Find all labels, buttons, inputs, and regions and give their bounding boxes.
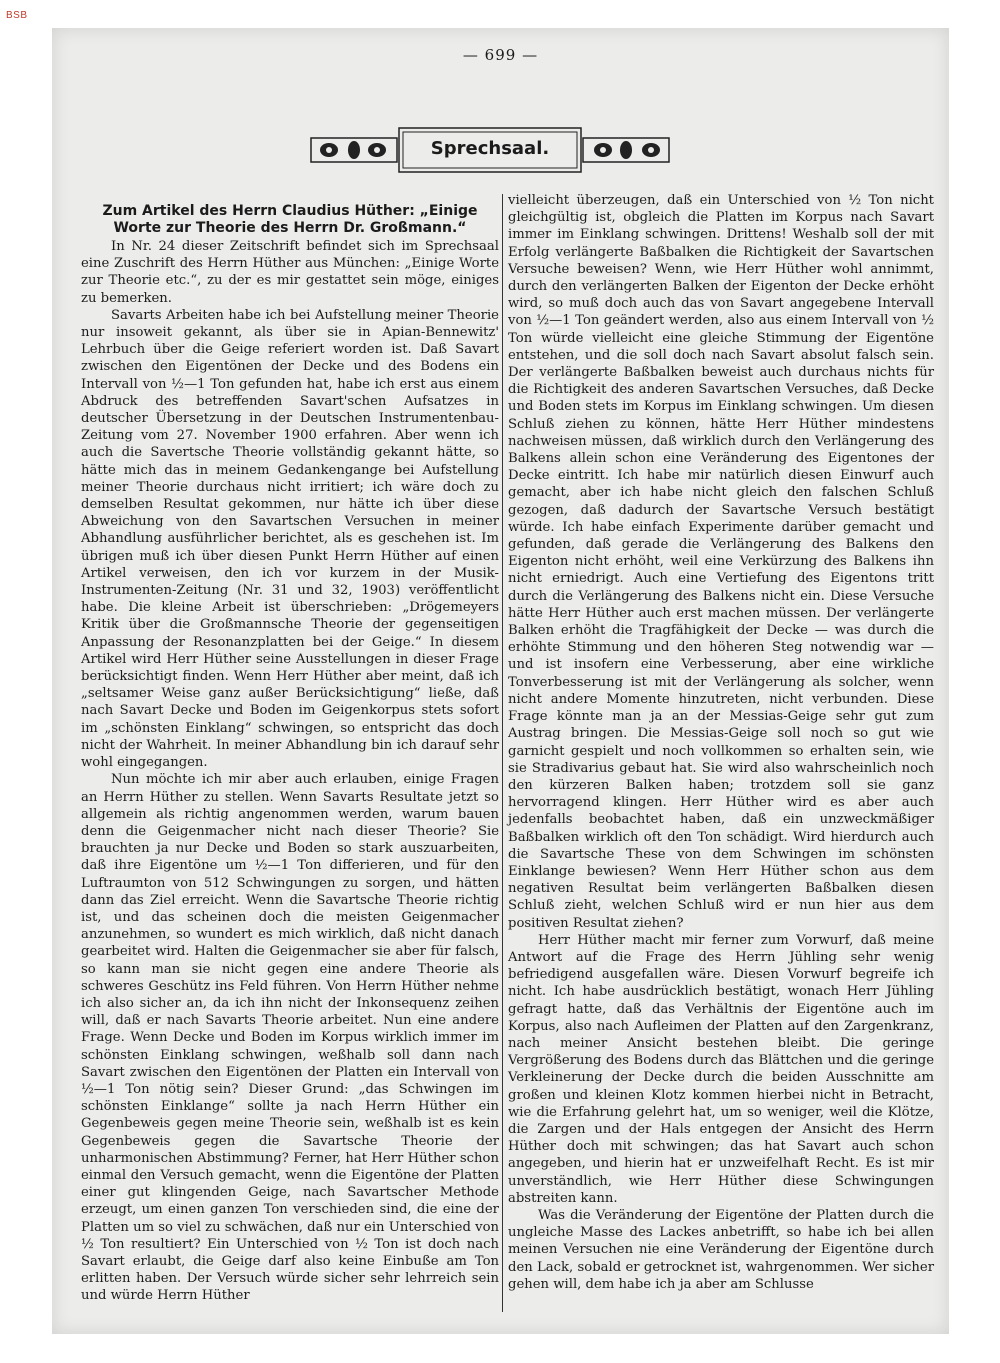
section-title: Sprechsaal. (430, 138, 550, 159)
paragraph: vielleicht überzeugen, daß ein Unterschied von ½ Ton nicht gleichgültig ist, obgleich die Platten im Korpus nach Savart immer im Einklang schwingen. Drittens! Weshalb soll der mit Erfolg verlängerte Baßbalken die Richtigkeit der Savartschen Versuche beweisen? Wenn, wie Herr Hüther wohl annimmt, durch den verlängerten Balken der Eigenton der Decke erhöht wird, so muß doch auch das von Savart angegebene Intervall von ½—1 Ton geändert werden, also aus einem Intervall von ½ Ton würde vielleicht eine gleiche Stimmung der Eigentöne entstehen, und die soll doch nach Savart absolut falsch sein. Der verlängerte Baßbalken beweist auch durchaus nichts für die Richtigkeit des anderen Savartschen Versuches, daß Decke und Boden stets im Korpus im Einklang schwingen. Um diesen Schluß ziehen zu können, hätte Herr Hüther mindestens nachweisen müssen, daß wirklich durch den Verlängerung des Balkens allein schon eine Veränderung des Eigentones der Decke eintritt. Ich habe mir natürlich diesen Einwurf auch gemacht, aber ich habe nicht gleich den falschen Schluß gezogen, daß dadurch der Savartsche Versuch bestätigt würde. Ich habe einfach Experimente darüber gemacht und gefunden, daß gerade die Verlängerung des Balkens den Eigenton nicht erhöht, weil eine Verkürzung des Balkens ihn nicht erniedrigt. Auch eine Vertiefung des Eigentons tritt durch die Verlängerung des Balkens nicht ein. Diese Versuche hätte Herr Hüther auch erst machen müssen. Der verlängerte Balken erhöht die Tragfähigkeit der Decke — was durch die erhöhte Stimmung und den höheren Steg notwendig war — und ist insofern eine Verbesserung, aber eine wirkliche Tonverbesserung ist mit der Verlängerung als solcher, wenn nicht andere Momente hinzutreten, nicht verbunden. Diese Frage könnte man ja an der Messias-Geige sehr gut zum Austrag bringen. Die Messias-Geige soll noch so gut wie garnicht gespielt und noch vollkommen so erhalten sein, wie sie Stradivarius gebaut hat. Sie wird also wahrscheinlich noch den kürzeren Balken haben; trotzdem soll sie ganz hervorragend klingen. Herr Hüther wird es aber auch jedenfalls beobachtet haben, daß ein unzweckmäßiger Baßbalken wirklich oft den Ton schädigt. Wird hierdurch auch die Savartsche These von dem Schwingen im schönsten Einklange bewiesen? Wenn Herr Hüther schon aus dem negativen Resultat beim verlängerten Baßbalken diesen Schluß zieht, welchen Schluß wird er nun hier aus dem positiven Resultat ziehen? (508, 193, 934, 931)
paragraph: Savarts Arbeiten habe ich bei Aufstellung meiner Theorie nur insoweit gekannt, als über sie in Apian-Bennewitz' Lehrbuch über die Geige referiert worden ist. Daß Savart zwischen den Eigentönen der Decke und des Bodens ein Intervall von ½—1 Ton gefunden hat, habe ich erst aus einem Abdruck des betreffenden Savart'schen Aufsatzes in deutscher Übersetzung in der Deutschen Instrumentenbau-Zeitung vom 27. November 1900 erfahren. Aber wenn ich auch die Savertsche Theorie vollständig gekannt hätte, so hätte mich das in meinem Gedankengange bei Aufstellung meiner Theorie durchaus nicht irritiert; ich wäre doch zu demselben Resultat gekommen, nur hätte ich über diese Abweichung von den Savartschen Versuchen in meiner Abhandlung ausführlicher berichtet, als es geschehen ist. Im übrigen muß ich über diesen Punkt Herrn Hüther auf einen Artikel verweisen, den ich vor kurzem in der Musik-Instrumenten-Zeitung (Nr. 31 und 32, 1903) veröffentlicht habe. Die kleine Arbeit ist überschrieben: „Drögemeyers Kritik über die Großmannsche Theorie der gegenseitigen Anpassung der Resonanzplatten bei der Geige.“ In diesem Artikel wird Herr Hüther seine Ausstellungen in dieser Frage berücksichtigt finden. Wenn Herr Hüther aber meint, daß ich „seltsamer Weise ganz außer Berücksichtigung“ ließe, daß nach Savart Decke und Boden im Geigenkorpus stets sofort im „schönsten Einklang“ schwingen, so entspricht das doch nicht der Wahrheit. In meiner Abhandlung bin ich darauf sehr wohl eingegangen. (81, 307, 499, 771)
left-column (81, 203, 499, 1305)
column-divider (502, 194, 503, 1312)
article-title: Zum Artikel des Herrn Claudius Hüther: „Einige Worte zur Theorie des Herrn Dr. Großmann.“ (102, 203, 478, 236)
document-page (52, 28, 949, 1334)
library-stamp: BSB (6, 10, 28, 21)
paragraph: Was die Veränderung der Eigentöne der Platten durch die ungleiche Masse des Lackes anbetrifft, so habe ich bei allen meinen Versuchen nie eine Veränderung der Eigentöne durch den Lack, sobald er getrocknet ist, wahrgenommen. Wer sicher gehen will, dem habe ich ja aber am Schlusse (508, 1207, 934, 1292)
paragraph: Herr Hüther macht mir ferner zum Vorwurf, daß meine Antwort auf die Frage des Herrn Jühling sehr wenig befriedigend ausgefallen wäre. Diesen Vorwurf begreife ich nicht. Ich habe ausdrücklich bestätigt, wonach Herr Jühling gefragt hatte, daß das Verhältnis der Eigentöne auch im Korpus, also nach Aufleimen der Platten auf den Zargenkranz, nach meiner Ansicht bestehen bleibt. Die geringe Vergrößerung des Bodens durch das Blättchen und die geringe Verkleinerung der Decke durch die beiden Ausschnitte am großen und kleinen Klotz kommen hierbei nicht in Betracht, wie die Erfahrung gelehrt hat, um so weniger, weil die Klötze, die Zargen und der Hals entgegen der Ansicht des Herrn Hüther doch mit schwingen; das hat Savart auch schon angegeben, und hierin hat er unzweifelhaft Recht. Es ist mir unverständlich, wie Herr Hüther diese Schwingungen abstreiten kann. (508, 932, 934, 1206)
paragraph: In Nr. 24 dieser Zeitschrift befindet sich im Sprechsaal eine Zuschrift des Herrn Hüther aus München: „Einige Worte zur Theorie etc.“, zu der es mir gestattet sein möge, einiges zu bemerken. (81, 239, 499, 306)
page-number: — 699 — (462, 46, 539, 64)
right-column (508, 192, 934, 1293)
section-banner (309, 126, 671, 174)
paragraph: Nun möchte ich mir aber auch erlauben, einige Fragen an Herrn Hüther zu stellen. Wenn Savarts Resultate jetzt so allgemein als richtig angenommen werden, warum bauen denn die Geigenmacher nicht nach dieser Theorie? Sie brauchten ja nur Decke und Boden so stark auszuarbeiten, daß ihre Eigentöne um ½—1 Ton differieren, und für den Luftraumton von 512 Schwingungen zu sorgen, und hätten dann das Ziel erreicht. Wenn die Savartsche Theorie richtig ist, und das scheinen doch die meisten Geigenmacher anzunehmen, so wundert es mich wirklich, daß nicht danach gearbeitet wird. Halten die Geigenmacher sie aber für falsch, so kann man sie nicht gegen eine andere Theorie als schweres Geschütz ins Feld führen. Von Herrn Hüther nehme ich also sicher an, da ich ihn nicht der Inkonsequenz zeihen will, daß er nach Savarts Theorie arbeitet. Nun eine andere Frage. Wenn Decke und Boden im Korpus wirklich immer im schönsten Einklang schwingen, weßhalb soll dann nach Savart zwischen den Eigentönen der Platten ein Intervall von ½—1 Ton nötig sein? Dieser Grund: „das Schwingen im schönsten Einklange“ sollte ja nach Herrn Hüther ein Gegenbeweis gegen meine Theorie sein, weßhalb ist es kein Gegenbeweis gegen die Savartsche Theorie der unharmonischen Abstimmung? Ferner, hat Herr Hüther schon einmal den Versuch gemacht, wenn die Eigentöne der Platten einer gut klingenden Geige, nach Savartscher Methode erzeugt, um einen ganzen Ton verschieden sind, die eine der Platten um so viel zu schwächen, daß nur ein Unterschied von ½ Ton resultiert? Ein Unterschied von ½ Ton ist doch nach Savart erlaubt, die Geige darf also keine Einbuße am Ton erlitten haben. Der Versuch würde sicher sehr lehrreich sein und würde Herrn Hüther (81, 772, 499, 1304)
